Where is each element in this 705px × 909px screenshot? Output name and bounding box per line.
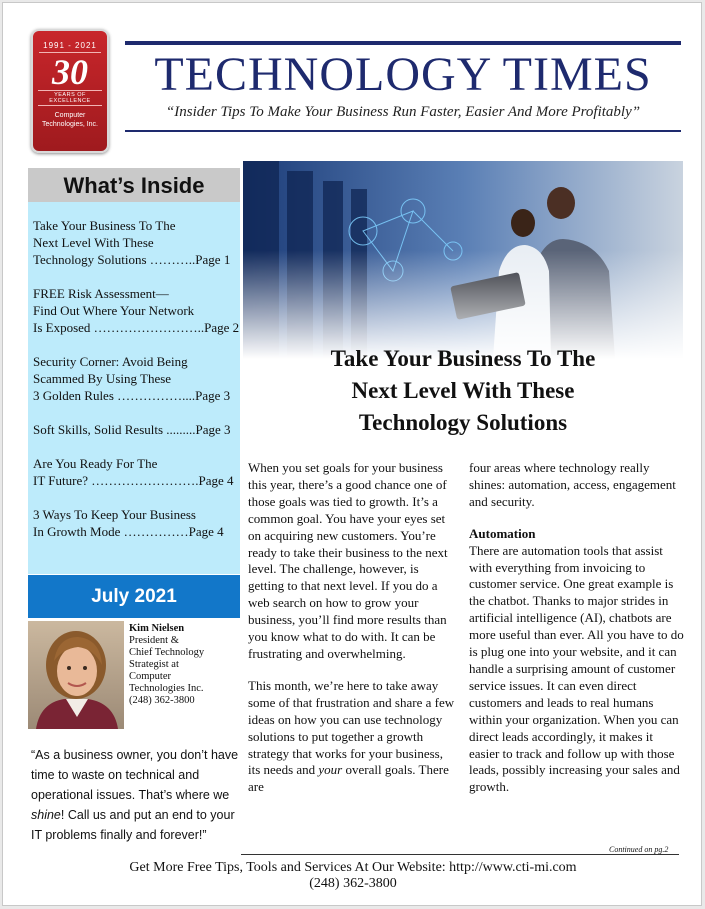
author-name: Kim Nielsen bbox=[129, 623, 185, 634]
whats-inside-header: What’s Inside bbox=[28, 168, 240, 202]
quote-text: “As a business owner, you don’t have time to waste on technical and operational issues. That’s where we bbox=[31, 748, 239, 802]
toc-item[interactable] bbox=[33, 506, 237, 540]
author-title: Chief Technology bbox=[129, 647, 205, 658]
author-portrait-image bbox=[28, 621, 124, 729]
toc-line: Scammed By Using These bbox=[33, 371, 172, 386]
article-paragraph: four areas where technology really shines: automation, access, engagement and security. bbox=[469, 460, 676, 509]
quote-text-end: ! Call us and put an end to your IT problems finally and forever!” bbox=[31, 808, 235, 842]
toc-line: 3 Golden Rules ……………....Page 3 bbox=[33, 388, 231, 403]
footer-website-line[interactable]: Get More Free Tips, Tools and Services At Our Website: http://www.cti-mi.com bbox=[129, 860, 577, 875]
toc-item[interactable] bbox=[33, 285, 240, 336]
author-title: Strategist at bbox=[129, 659, 179, 670]
toc-item[interactable] bbox=[33, 217, 237, 268]
toc-line: Are You Ready For The bbox=[33, 456, 158, 471]
toc-line: Take Your Business To The bbox=[33, 218, 176, 233]
toc-line: Next Level With These bbox=[33, 235, 154, 250]
logo-company bbox=[33, 111, 107, 129]
toc-item[interactable] bbox=[33, 353, 237, 404]
logo-years: 1991 - 2021 bbox=[39, 41, 101, 53]
hero-image bbox=[243, 161, 683, 359]
footer-phone: (248) 362-3800 bbox=[309, 876, 397, 891]
toc-line: IT Future? …………………….Page 4 bbox=[33, 473, 234, 488]
toc-line: FREE Risk Assessment— bbox=[33, 286, 169, 301]
author-photo bbox=[28, 621, 124, 729]
continued-note: Continued on pg.2 bbox=[609, 845, 669, 854]
author-title: President & bbox=[129, 635, 179, 646]
author-phone: (248) 362-3800 bbox=[129, 695, 195, 706]
article-paragraph: There are automation tools that assist with everything from invoicing to customer service. One great example is the chatbot. Thanks to major strides in artificial intelligence (AI), chatbots are more useful than ever. All you have to do is plug one into your website, and it can handle a surprising amount of customer service issues. It can even direct customers and leads to real humans within your organization. When you can direct leads accordingly, it makes it easier to track and follow up with those leads, possibly increasing your sales and growth. bbox=[469, 542, 684, 795]
footer-rule bbox=[241, 854, 679, 855]
headline-line: Take Your Business To The bbox=[330, 346, 596, 371]
company-logo bbox=[31, 29, 109, 153]
newsletter-page bbox=[2, 2, 702, 906]
toc-item[interactable] bbox=[33, 421, 237, 438]
logo-subtitle: YEARS OF EXCELLENCE bbox=[38, 90, 102, 106]
article-emphasis: your bbox=[318, 762, 343, 778]
issue-month: July 2021 bbox=[28, 575, 240, 618]
data-center-photo bbox=[243, 161, 683, 359]
quote-emphasis: shine bbox=[31, 808, 61, 822]
author-title: Technologies Inc. bbox=[129, 683, 204, 694]
masthead-tagline: “Insider Tips To Make Your Business Run Faster, Easier And More Profitably” bbox=[165, 104, 641, 120]
article-paragraph bbox=[248, 678, 458, 796]
author-bio bbox=[129, 623, 241, 707]
toc-line: Security Corner: Avoid Being bbox=[33, 354, 188, 369]
toc-item[interactable] bbox=[33, 455, 237, 489]
logo-company-line2: Technologies, Inc. bbox=[41, 121, 99, 128]
toc-line: Technology Solutions ………..Page 1 bbox=[33, 252, 231, 267]
toc-line: 3 Ways To Keep Your Business bbox=[33, 507, 196, 522]
logo-company-line1: Computer bbox=[54, 112, 86, 119]
sidebar-quote bbox=[31, 745, 241, 845]
masthead-bottom-rule bbox=[125, 130, 681, 132]
article-text: overall goals. There are bbox=[248, 762, 449, 795]
toc-line: Soft Skills, Solid Results .........Page 3 bbox=[33, 422, 231, 437]
article-paragraph: When you set goals for your business this year, there’s a good chance one of those goals was tied to growth. It’s a common goal. You have your eyes set on acquiring new customers. You’re ready to take their business to the next level. The challenge, however, is getting to that next level. If you do a web search on how to grow your business, you’ll find more results than you know what to do with. It can be frustrating and overwhelming. bbox=[248, 460, 448, 661]
headline-line: Next Level With These bbox=[351, 378, 575, 403]
masthead-top-rule bbox=[125, 41, 681, 45]
article-text: This month, we’re here to take away some of that frustration and share a few ideas on how you can use technology solutions to put together a growth strategy that works for your business, its needs and bbox=[248, 677, 455, 778]
article-column-1 bbox=[248, 460, 458, 811]
article-subheading: Automation bbox=[469, 525, 536, 541]
toc-line: Find Out Where Your Network bbox=[33, 303, 195, 318]
article-column-2 bbox=[469, 460, 685, 811]
logo-number: 30 bbox=[52, 52, 88, 92]
article-headline bbox=[265, 343, 661, 439]
toc-line: Is Exposed ……………………..Page 2 bbox=[33, 320, 240, 335]
headline-line: Technology Solutions bbox=[358, 410, 568, 435]
author-title: Computer bbox=[129, 671, 171, 682]
masthead-title: TECHNOLOGY TIMES bbox=[154, 48, 652, 101]
toc-line: In Growth Mode ……………Page 4 bbox=[33, 524, 224, 539]
